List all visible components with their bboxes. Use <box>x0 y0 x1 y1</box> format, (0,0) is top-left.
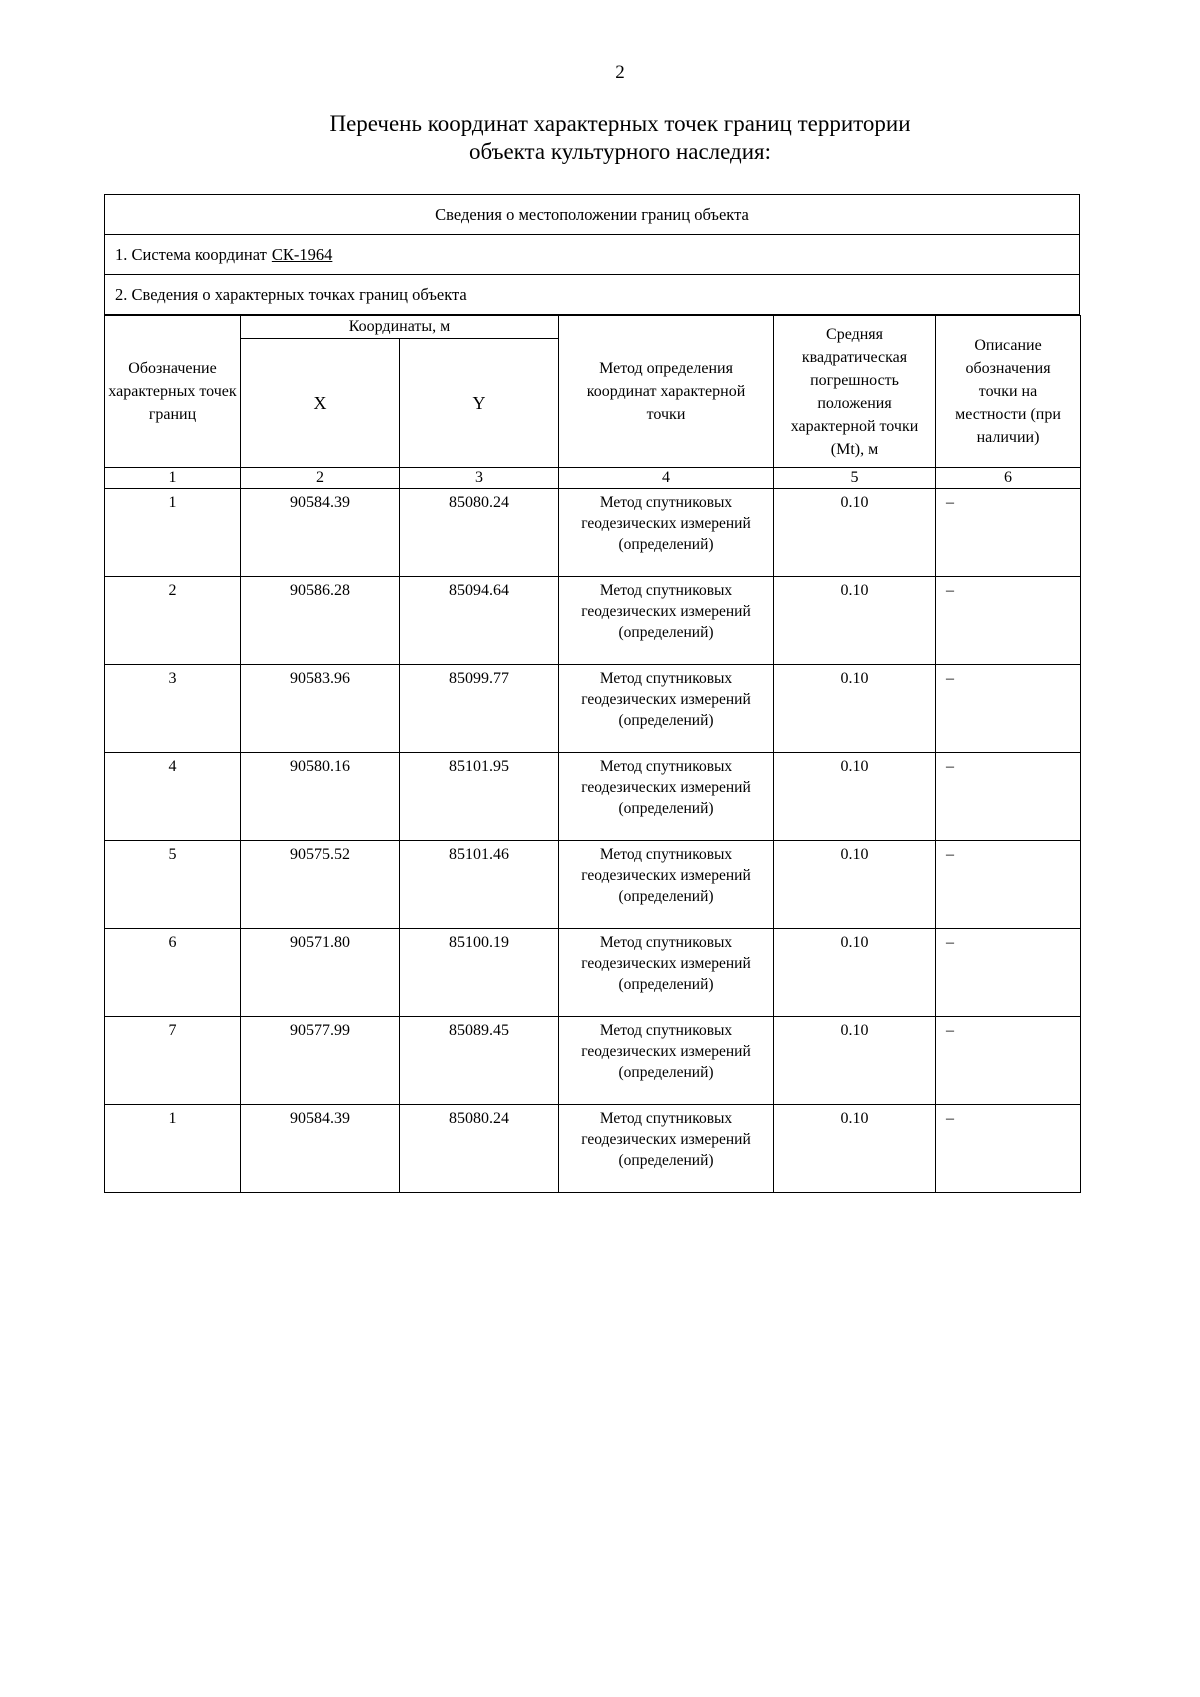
column-number: 5 <box>774 468 936 489</box>
coord-y: 85099.77 <box>400 665 559 753</box>
method-cell: Метод спутниковых геодезических измерений (определений) <box>559 489 774 577</box>
description-cell: – <box>936 665 1081 753</box>
point-id: 6 <box>105 929 241 1017</box>
point-id: 2 <box>105 577 241 665</box>
coord-y: 85101.46 <box>400 841 559 929</box>
table-row <box>105 1105 1081 1193</box>
column-number: 1 <box>105 468 241 489</box>
coord-x: 90571.80 <box>241 929 400 1017</box>
description-cell: – <box>936 1105 1081 1193</box>
coord-x: 90584.39 <box>241 1105 400 1193</box>
coord-x: 90580.16 <box>241 753 400 841</box>
point-id: 1 <box>105 489 241 577</box>
column-number: 6 <box>936 468 1081 489</box>
description-cell: – <box>936 753 1081 841</box>
coord-y: 85100.19 <box>400 929 559 1017</box>
coord-y: 85101.95 <box>400 753 559 841</box>
error-cell: 0.10 <box>774 665 936 753</box>
coord-y: 85080.24 <box>400 489 559 577</box>
coord-x: 90583.96 <box>241 665 400 753</box>
method-cell: Метод спутниковых геодезических измерений (определений) <box>559 841 774 929</box>
coord-x: 90575.52 <box>241 841 400 929</box>
document-title <box>0 110 1200 166</box>
error-cell: 0.10 <box>774 577 936 665</box>
method-cell: Метод спутниковых геодезических измерений (определений) <box>559 929 774 1017</box>
point-id: 1 <box>105 1105 241 1193</box>
method-cell: Метод спутниковых геодезических измерений (определений) <box>559 577 774 665</box>
table-row <box>105 665 1081 753</box>
coord-y: 85089.45 <box>400 1017 559 1105</box>
points-header: 2. Сведения о характерных точках границ объекта <box>105 275 1079 315</box>
point-id: 5 <box>105 841 241 929</box>
column-number-row <box>105 468 1081 489</box>
header-box <box>104 194 1080 315</box>
table-row <box>105 753 1081 841</box>
coord-system-label: 1. Система координат <box>115 244 267 264</box>
method-cell: Метод спутниковых геодезических измерений (определений) <box>559 1105 774 1193</box>
coord-system-row <box>105 235 1079 275</box>
table-row <box>105 577 1081 665</box>
column-number: 4 <box>559 468 774 489</box>
method-cell: Метод спутниковых геодезических измерений (определений) <box>559 1017 774 1105</box>
point-id: 7 <box>105 1017 241 1105</box>
points-table <box>104 315 1081 1193</box>
title-line-1: Перечень координат характерных точек границ территории <box>329 111 911 136</box>
description-cell: – <box>936 841 1081 929</box>
table-row <box>105 1017 1081 1105</box>
coord-x: 90586.28 <box>241 577 400 665</box>
col-header-method: Метод определения координат характерной точки <box>559 316 774 468</box>
error-cell: 0.10 <box>774 929 936 1017</box>
coordinates-sheet <box>104 194 1080 1193</box>
method-cell: Метод спутниковых геодезических измерений (определений) <box>559 665 774 753</box>
coord-x: 90577.99 <box>241 1017 400 1105</box>
column-number: 2 <box>241 468 400 489</box>
page-number: 2 <box>615 62 625 83</box>
point-id: 3 <box>105 665 241 753</box>
table-row <box>105 929 1081 1017</box>
error-cell: 0.10 <box>774 841 936 929</box>
table-row <box>105 489 1081 577</box>
error-cell: 0.10 <box>774 753 936 841</box>
table-header-row <box>105 316 1081 339</box>
error-cell: 0.10 <box>774 489 936 577</box>
col-header-designation: Обозначение характерных точек границ <box>105 316 241 468</box>
col-header-description: Описание обозначения точки на местности (при наличии) <box>936 316 1081 468</box>
coord-y: 85080.24 <box>400 1105 559 1193</box>
table-row <box>105 841 1081 929</box>
column-number: 3 <box>400 468 559 489</box>
col-header-x: X <box>241 339 400 468</box>
col-header-y: Y <box>400 339 559 468</box>
coord-y: 85094.64 <box>400 577 559 665</box>
description-cell: – <box>936 1017 1081 1105</box>
error-cell: 0.10 <box>774 1105 936 1193</box>
coord-system-value: СК-1964 <box>271 244 333 264</box>
section-header: Сведения о местоположении границ объекта <box>105 195 1079 235</box>
col-header-coords: Координаты, м <box>241 316 559 339</box>
error-cell: 0.10 <box>774 1017 936 1105</box>
coord-x: 90584.39 <box>241 489 400 577</box>
point-id: 4 <box>105 753 241 841</box>
description-cell: – <box>936 489 1081 577</box>
col-header-error: Средняя квадратическая погрешность положения характерной точки (Mt), м <box>774 316 936 468</box>
description-cell: – <box>936 577 1081 665</box>
method-cell: Метод спутниковых геодезических измерений (определений) <box>559 753 774 841</box>
title-line-2: объекта культурного наследия: <box>468 139 772 164</box>
description-cell: – <box>936 929 1081 1017</box>
